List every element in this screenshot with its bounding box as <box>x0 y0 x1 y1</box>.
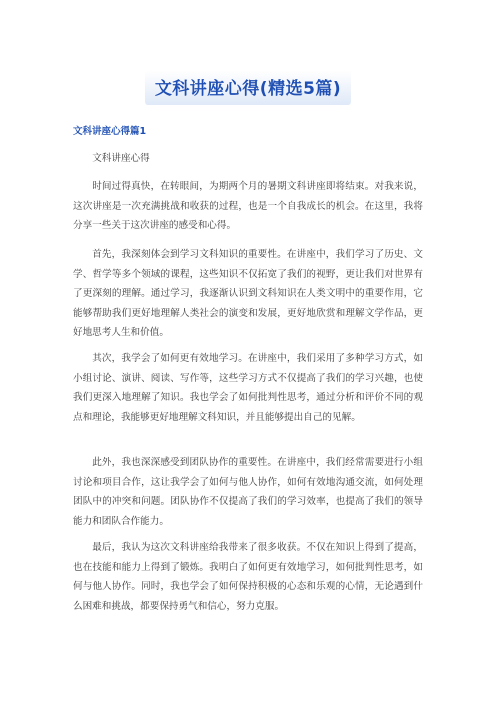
document-title: 文科讲座心得(精选5篇) <box>145 70 351 105</box>
article-subtitle: 文科讲座心得 <box>92 153 150 164</box>
section-heading: 文科讲座心得篇1 <box>73 126 147 137</box>
paragraph-3: 其次，我学会了如何更有效地学习。在讲座中，我们采用了多种学习方式，如小组讨论、演讲、阅读、写作等，这些学习方式不仅提高了我们的学习兴趣，也使我们更深入地理解了知识。我也学会了如何批判性思考，通过分析和评价不同的观点和理论，我能够更好地理解文科知识，并且能够提出自己的见解。 <box>73 353 423 423</box>
paragraph-1: 时间过得真快，在转眼间，为期两个月的暑期文科讲座即将结束。对我来说，这次讲座是一次充满挑战和收获的过程，也是一个自我成长的机会。在这里，我将分享一些关于这次讲座的感受和心得。 <box>73 181 423 231</box>
paragraph-4: 此外，我也深深感受到团队协作的重要性。在讲座中，我们经常需要进行小组讨论和项目合作，这让我学会了如何与他人协作，如何有效地沟通交流，如何处理团队中的冲突和问题。团队协作不仅提高了我们的学习效率，也提高了我们的领导能力和团队合作能力。 <box>73 457 423 527</box>
title-container <box>0 70 496 105</box>
paragraph-5: 最后，我认为这次文科讲座给我带来了很多收获。不仅在知识上得到了提高，也在技能和能力上得到了锻炼。我明白了如何更有效地学习，如何批判性思考，如何与他人协作。同时，我也学会了如何保持积极的心态和乐观的心情，无论遇到什么困难和挑战，都要保持勇气和信心，努力克服。 <box>73 542 423 612</box>
paragraph-2: 首先，我深刻体会到学习文科知识的重要性。在讲座中，我们学习了历史、文学、哲学等多个领域的课程，这些知识不仅拓宽了我们的视野，更让我们对世界有了更深刻的理解。通过学习，我逐渐认识到文科知识在人类文明中的重要作用，它能够帮助我们更好地理解人类社会的演变和发展，更好地欣赏和理解文学作品，更好地思考人生和价值。 <box>73 249 423 338</box>
